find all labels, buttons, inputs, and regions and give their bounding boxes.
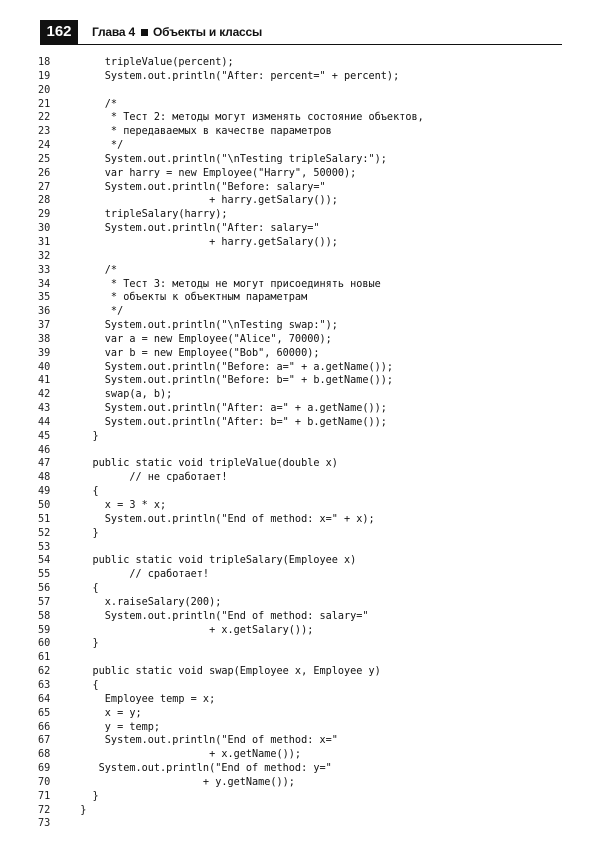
code-line [38,693,568,707]
line-number: 70 [38,776,51,788]
code-text: // сработает! [68,569,210,581]
line-number: 57 [38,596,51,608]
code-line [38,291,568,305]
code-line [38,444,568,458]
code-text: y = temp; [68,721,161,733]
code-text: } [68,790,99,802]
code-line [38,264,568,278]
code-line [38,402,568,416]
code-line [38,665,568,679]
code-line [38,319,568,333]
code-line [38,582,568,596]
code-line [38,430,568,444]
line-number: 52 [38,527,51,539]
code-line [38,513,568,527]
code-line [38,125,568,139]
line-number: 67 [38,735,51,747]
code-line [38,734,568,748]
line-number: 60 [38,638,51,650]
code-line [38,250,568,264]
line-number: 43 [38,403,51,415]
code-line [38,776,568,790]
code-text: System.out.println("After: b=" + b.getName()); [68,416,387,428]
code-text: var a = new Employee("Alice", 70000); [68,333,332,345]
line-number: 69 [38,763,51,775]
code-text: * Тест 3: методы не могут присоединять новые [68,278,381,290]
code-line [38,596,568,610]
code-listing [38,56,568,831]
code-text: * Тест 2: методы могут изменять состояние объектов, [68,112,424,124]
code-text: /* [68,98,118,110]
code-line [38,721,568,735]
code-line [38,181,568,195]
code-text: tripleSalary(harry); [68,209,228,221]
line-number: 72 [38,804,51,816]
line-number: 63 [38,679,51,691]
line-number: 58 [38,610,51,622]
code-text: System.out.println("End of method: y=" [68,763,332,775]
line-number: 49 [38,486,51,498]
code-text: System.out.println("End of method: x=" [68,735,338,747]
code-line [38,388,568,402]
code-text: } [68,430,99,442]
code-text: { [68,679,99,691]
code-line [38,804,568,818]
code-line [38,56,568,70]
line-number: 36 [38,306,51,318]
code-text: System.out.println("Before: a=" + a.getName()); [68,361,394,373]
code-text: * передаваемых в качестве параметров [68,126,332,138]
code-text: + y.getName()); [68,776,295,788]
code-line [38,139,568,153]
code-text: /* [68,264,118,276]
line-number: 44 [38,416,51,428]
line-number: 56 [38,583,51,595]
line-number: 71 [38,790,51,802]
code-line [38,236,568,250]
code-text: } [68,804,87,816]
line-number: 41 [38,375,51,387]
code-line [38,762,568,776]
code-text: + harry.getSalary()); [68,236,338,248]
line-number: 23 [38,126,51,138]
code-line [38,98,568,112]
line-number: 68 [38,749,51,761]
code-text: + x.getName()); [68,749,302,761]
code-line [38,374,568,388]
line-number: 66 [38,721,51,733]
line-number: 34 [38,278,51,290]
line-number: 62 [38,666,51,678]
code-line [38,817,568,831]
line-number: 38 [38,333,51,345]
code-text: { [68,583,99,595]
line-number: 55 [38,569,51,581]
code-text: } [68,527,99,539]
code-text: x.raiseSalary(200); [68,596,222,608]
code-text: public static void tripleSalary(Employee x) [68,555,357,567]
line-number: 54 [38,555,51,567]
line-number: 31 [38,236,51,248]
code-text: */ [68,306,124,318]
code-text: System.out.println("After: salary=" [68,223,320,235]
code-line [38,471,568,485]
chapter-title: Объекты и классы [153,25,263,39]
line-number: 27 [38,181,51,193]
code-line [38,70,568,84]
code-line [38,208,568,222]
code-text: var harry = new Employee("Harry", 50000); [68,167,357,179]
code-text: System.out.println("After: a=" + a.getName()); [68,403,387,415]
code-line [38,278,568,292]
code-line [38,222,568,236]
line-number: 22 [38,112,51,124]
line-number: 40 [38,361,51,373]
code-line [38,499,568,513]
code-line [38,679,568,693]
line-number: 32 [38,250,51,262]
code-line [38,748,568,762]
code-line [38,637,568,651]
line-number: 24 [38,140,51,152]
code-text: + harry.getSalary()); [68,195,338,207]
code-text: x = y; [68,707,142,719]
code-line [38,194,568,208]
code-line [38,361,568,375]
code-text: swap(a, b); [68,389,173,401]
code-text: System.out.println("\nTesting swap:"); [68,320,338,332]
code-line [38,541,568,555]
line-number: 51 [38,513,51,525]
line-number: 20 [38,84,51,96]
header-rule [40,44,562,45]
code-text: System.out.println("Before: b=" + b.getName()); [68,375,394,387]
line-number: 26 [38,167,51,179]
line-number: 45 [38,430,51,442]
code-text: System.out.println("\nTesting tripleSalary:"); [68,153,387,165]
line-number: 53 [38,541,51,553]
square-bullet-icon [141,29,148,36]
code-line [38,333,568,347]
code-line [38,527,568,541]
line-number: 61 [38,652,51,664]
code-line [38,568,568,582]
line-number: 50 [38,500,51,511]
code-line [38,790,568,804]
code-text: x = 3 * x; [68,500,167,511]
code-text: public static void tripleValue(double x) [68,458,338,470]
line-number: 64 [38,693,51,705]
code-line [38,457,568,471]
code-text: Employee temp = x; [68,693,216,705]
line-number: 28 [38,195,51,207]
code-text: System.out.println("End of method: salary=" [68,610,369,622]
line-number: 73 [38,818,51,830]
line-number: 39 [38,347,51,359]
code-line [38,554,568,568]
code-text: // не сработает! [68,472,228,484]
line-number: 19 [38,70,51,82]
code-text: public static void swap(Employee x, Employee y) [68,666,381,678]
line-number: 29 [38,209,51,221]
code-line [38,485,568,499]
line-number: 18 [38,57,51,68]
code-text: System.out.println("End of method: x=" + x); [68,513,375,525]
line-number: 35 [38,292,51,304]
code-line [38,707,568,721]
line-number: 47 [38,458,51,470]
line-number: 46 [38,444,51,456]
code-line [38,347,568,361]
code-line [38,610,568,624]
running-header [40,20,562,44]
code-text: * объекты к объектным параметрам [68,292,308,304]
line-number: 59 [38,624,51,636]
line-number: 33 [38,264,51,276]
chapter-label: Глава 4 [92,25,136,39]
line-number: 21 [38,98,51,110]
code-line [38,651,568,665]
line-number: 42 [38,389,51,401]
line-number: 30 [38,223,51,235]
code-text: */ [68,140,124,152]
line-number: 37 [38,320,51,332]
code-text: System.out.println("Before: salary=" [68,181,326,193]
line-number: 65 [38,707,51,719]
code-text: System.out.println("After: percent=" + percent); [68,70,400,82]
code-line [38,111,568,125]
chapter-heading [92,20,262,44]
code-text: { [68,486,99,498]
code-text: } [68,638,99,650]
page-number: 162 [40,20,78,44]
line-number: 48 [38,472,51,484]
code-line [38,84,568,98]
code-line [38,167,568,181]
code-line [38,624,568,638]
code-text: tripleValue(percent); [68,57,234,68]
code-line [38,416,568,430]
code-line [38,305,568,319]
line-number: 25 [38,153,51,165]
code-line [38,153,568,167]
code-text: var b = new Employee("Bob", 60000); [68,347,320,359]
code-text: + x.getSalary()); [68,624,314,636]
